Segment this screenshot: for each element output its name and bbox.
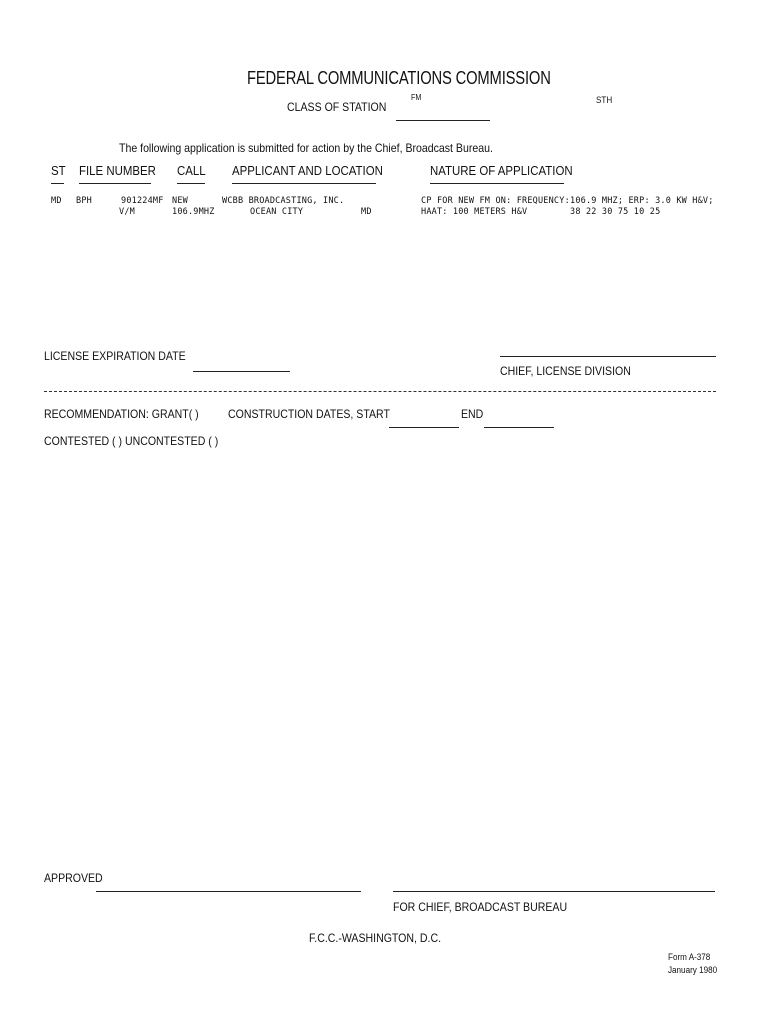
col-applicant-underline — [232, 183, 376, 184]
construction-start-line — [389, 427, 459, 428]
record-state: MD — [361, 207, 372, 217]
class-of-station-line — [396, 120, 490, 121]
col-st-underline — [51, 183, 64, 184]
class-of-station-label: CLASS OF STATION — [287, 100, 387, 114]
construction-label: CONSTRUCTION DATES, START — [228, 407, 390, 421]
agency-title: FEDERAL COMMUNICATIONS COMMISSION — [247, 68, 551, 88]
col-file-number-underline — [79, 183, 151, 184]
construction-end-line — [484, 427, 554, 428]
record-st: MD — [51, 196, 62, 206]
approved-label: APPROVED — [44, 871, 103, 885]
license-expiration-line — [193, 371, 290, 372]
record-file-prefix: BPH — [76, 196, 92, 206]
record-nature-1: CP FOR NEW FM ON: FREQUENCY: — [421, 196, 570, 206]
col-st: ST — [51, 163, 66, 178]
location-label: F.C.C.-WASHINGTON, D.C. — [309, 931, 441, 945]
record-applicant: WCBB BROADCASTING, INC. — [222, 196, 345, 206]
chief-license-label: CHIEF, LICENSE DIVISION — [500, 364, 631, 378]
section-divider — [44, 391, 716, 392]
record-city: OCEAN CITY — [250, 207, 304, 217]
record-nature-2: HAAT: 100 METERS H&V — [421, 207, 528, 217]
form-number: Form A-378 — [668, 952, 711, 962]
record-call-freq: 106.9MHZ — [172, 207, 215, 217]
recommendation-label: RECOMMENDATION: GRANT( ) — [44, 407, 199, 421]
record-nature-1b: 106.9 MHZ; ERP: 3.0 KW H&V; — [570, 196, 714, 206]
record-file-suffix: V/M — [119, 207, 135, 217]
for-chief-label: FOR CHIEF, BROADCAST BUREAU — [393, 900, 568, 914]
class-of-station-value: FM — [411, 93, 422, 102]
sth-label: STH — [596, 95, 613, 105]
record-call: NEW — [172, 196, 188, 206]
intro-text: The following application is submitted for action by the Chief, Broadcast Bureau. — [119, 141, 493, 155]
col-applicant: APPLICANT AND LOCATION — [232, 163, 383, 178]
record-nature-2b: 38 22 30 75 10 25 — [570, 207, 661, 217]
for-chief-signature-line — [393, 891, 715, 892]
col-nature: NATURE OF APPLICATION — [430, 163, 573, 178]
col-file-number: FILE NUMBER — [79, 163, 156, 178]
col-nature-underline — [430, 183, 564, 184]
end-label: END — [461, 407, 484, 421]
record-file-number: 901224MF — [121, 196, 164, 206]
col-call: CALL — [177, 163, 206, 178]
license-expiration-label: LICENSE EXPIRATION DATE — [44, 349, 186, 363]
contested-options: CONTESTED ( ) UNCONTESTED ( ) — [44, 434, 219, 448]
form-date: January 1980 — [668, 965, 718, 975]
col-call-underline — [177, 183, 205, 184]
approved-line — [96, 891, 361, 892]
chief-license-signature-line — [500, 356, 716, 357]
